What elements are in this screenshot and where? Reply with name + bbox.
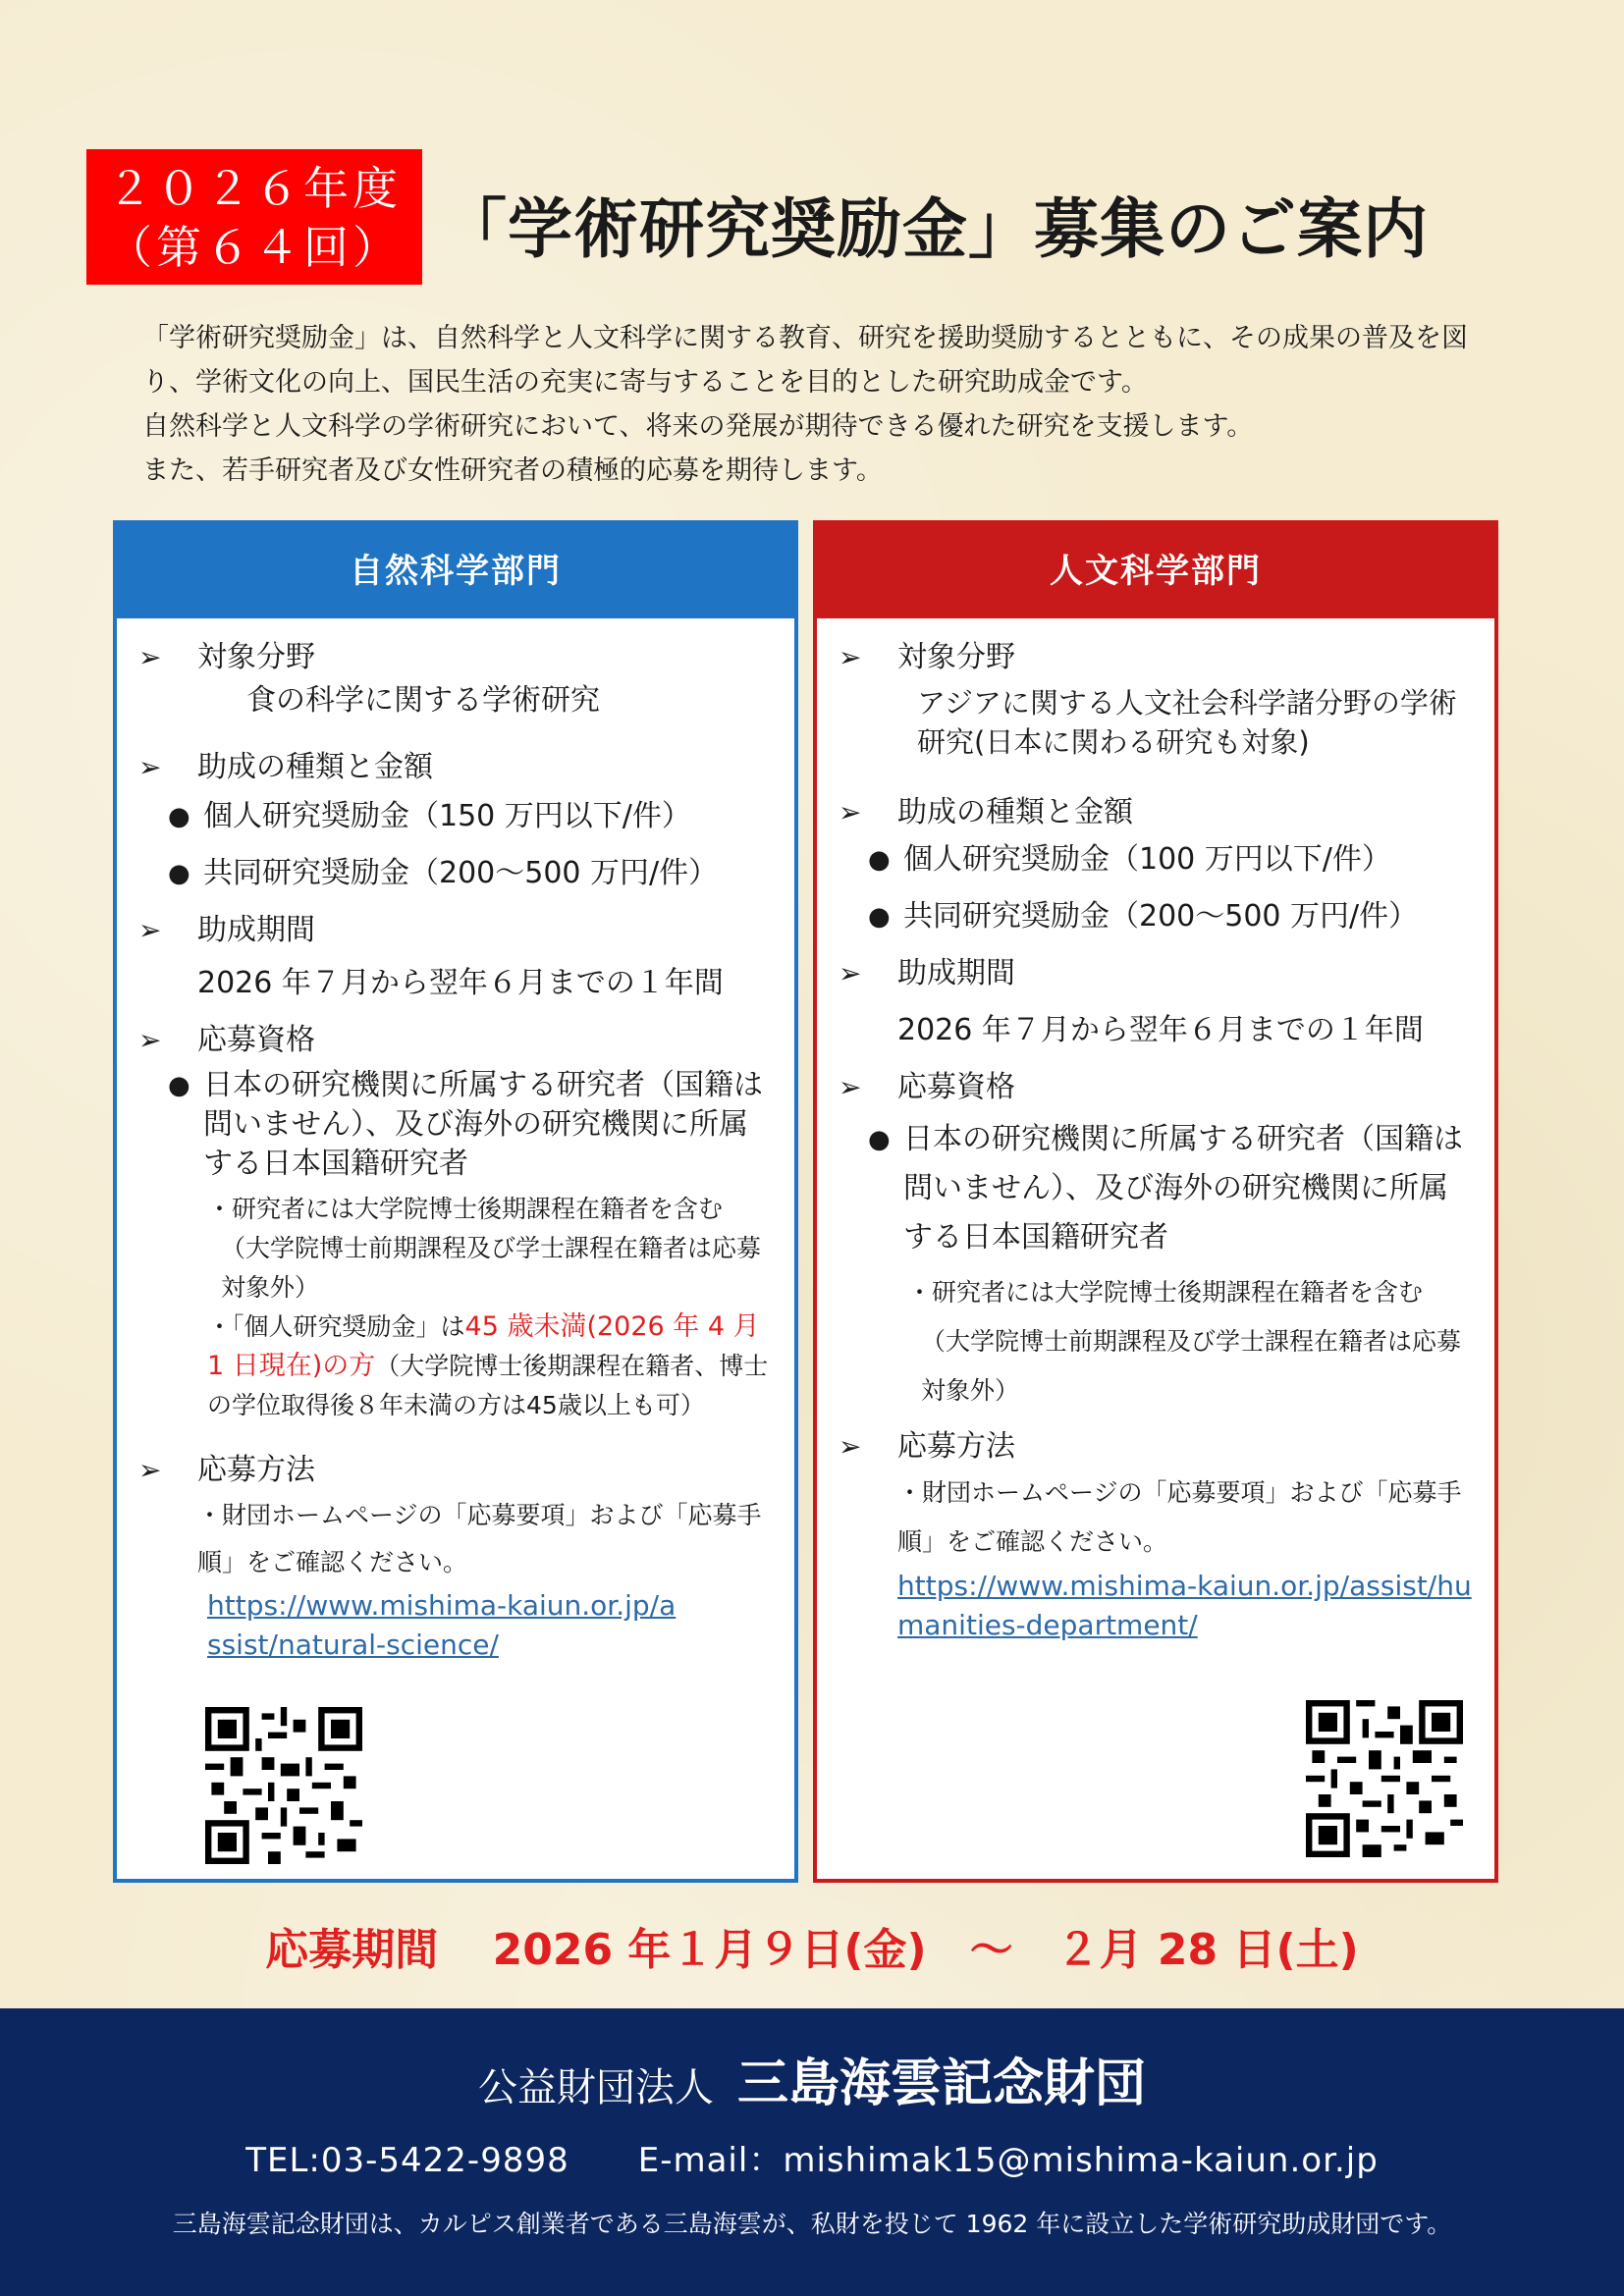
field-text: アジアに関する人文社会科学諸分野の学術研究(日本に関わる研究も対象) bbox=[917, 686, 1457, 759]
method-label: 応募方法 bbox=[897, 1429, 1015, 1464]
note-age-limit: 45 歳未満(2026 年 4 月 1 日現在)の方 bbox=[207, 1311, 760, 1381]
bullet-icon: ● bbox=[168, 802, 190, 831]
qr-code-icon bbox=[1306, 1700, 1463, 1857]
period-label: 応募期間 bbox=[265, 1925, 439, 1975]
year-badge bbox=[86, 149, 422, 285]
arrow-icon: ➢ bbox=[839, 641, 862, 673]
note-excluded: （大学院博士前期課程及び学士課程在籍者は応募対象外） bbox=[921, 1327, 1462, 1405]
bullet-icon: ● bbox=[168, 1071, 190, 1100]
arrow-icon: ➢ bbox=[138, 1024, 162, 1056]
eligibility-text: 日本の研究機関に所属する研究者（国籍は問いません）、及び海外の研究機関に所属する日本国籍研究者 bbox=[903, 1122, 1463, 1255]
period-label: 助成期間 bbox=[897, 956, 1015, 990]
application-period bbox=[0, 1914, 1624, 1977]
arrow-icon: ➢ bbox=[138, 751, 162, 783]
period-label: 助成期間 bbox=[197, 913, 315, 947]
org-name: 三島海雲記念財団 bbox=[736, 2055, 1146, 2113]
badge-year: ２０２６年度 bbox=[107, 162, 402, 215]
note-age-prefix: ・「個人研究奨励金」は bbox=[207, 1312, 465, 1341]
method-text: ・財団ホームページの「応募要項」および「応募手順」をご確認ください。 bbox=[197, 1501, 762, 1576]
field-label: 対象分野 bbox=[197, 640, 315, 674]
bullet-icon: ● bbox=[168, 859, 190, 888]
grant-label: 助成の種類と金額 bbox=[897, 795, 1133, 829]
eligibility-label: 応募資格 bbox=[897, 1070, 1015, 1104]
grant-individual: 個人研究奨励金（150 万円以下/件） bbox=[203, 799, 691, 833]
note-excluded: （大学院博士前期課程及び学士課程在籍者は応募対象外） bbox=[221, 1234, 762, 1302]
footer-description: 三島海雲記念財団は、カルピス創業者である三島海雲が、私財を投じて 1962 年に設立した学術研究助成財団です。 bbox=[172, 2210, 1452, 2238]
arrow-icon: ➢ bbox=[839, 1071, 862, 1103]
natural-url-link[interactable]: https://www.mishima-kaiun.or.jp/assist/natural-science/ bbox=[207, 1589, 677, 1661]
field-label: 対象分野 bbox=[897, 640, 1015, 674]
arrow-icon: ➢ bbox=[839, 1430, 862, 1463]
arrow-icon: ➢ bbox=[839, 796, 862, 828]
arrow-icon: ➢ bbox=[138, 1454, 162, 1486]
bullet-icon: ● bbox=[868, 902, 891, 932]
page-title: 「学術研究奨励金」募集のご案内 bbox=[442, 191, 1429, 267]
bullet-icon: ● bbox=[868, 845, 891, 875]
arrow-icon: ➢ bbox=[138, 914, 162, 946]
grant-joint: 共同研究奨励金（200～500 万円/件） bbox=[903, 899, 1419, 934]
note-age bbox=[207, 1308, 775, 1425]
bullet-icon: ● bbox=[868, 1125, 891, 1154]
footer-org bbox=[0, 2042, 1624, 2115]
field-text: 食の科学に関する学術研究 bbox=[246, 683, 600, 718]
qr-code-icon bbox=[205, 1707, 362, 1864]
grant-individual: 個人研究奨励金（100 万円以下/件） bbox=[903, 842, 1391, 877]
intro-paragraph: また、若手研究者及び女性研究者の積極的応募を期待します。 bbox=[142, 455, 883, 486]
note-doctoral: ・研究者には大学院博士後期課程在籍者を含む bbox=[207, 1195, 724, 1223]
note-doctoral: ・研究者には大学院博士後期課程在籍者を含む bbox=[907, 1278, 1424, 1307]
eligibility-text: 日本の研究機関に所属する研究者（国籍は問いません）、及び海外の研究機関に所属する日本国籍研究者 bbox=[203, 1068, 763, 1181]
footer-contact: TEL:03-5422-9898 E-mail：mishimak15@mishima-kaiun.or.jp bbox=[245, 2141, 1379, 2180]
period-dates: 2026 年１月９日(金) ～ ２月 28 日(土) bbox=[492, 1925, 1359, 1975]
humanities-header: 人文科学部門 bbox=[817, 524, 1494, 618]
period-text: 2026 年７月から翌年６月までの１年間 bbox=[197, 966, 724, 1000]
humanities-panel bbox=[813, 520, 1498, 1883]
arrow-icon: ➢ bbox=[138, 641, 162, 673]
natural-science-header: 自然科学部門 bbox=[117, 524, 794, 618]
grant-label: 助成の種類と金額 bbox=[197, 750, 433, 784]
arrow-icon: ➢ bbox=[839, 957, 862, 989]
note-age-suffix: （大学院博士後期課程在籍者、博士の学位取得後８年未満の方は45歳以上も可） bbox=[207, 1352, 769, 1419]
natural-science-panel bbox=[113, 520, 798, 1883]
method-text: ・財団ホームページの「応募要項」および「応募手順」をご確認ください。 bbox=[897, 1478, 1462, 1556]
eligibility-label: 応募資格 bbox=[197, 1023, 315, 1057]
period-text: 2026 年７月から翌年６月までの１年間 bbox=[897, 1013, 1424, 1047]
intro-paragraph: 「学術研究奨励金」は、自然科学と人文科学に関する教育、研究を援助奨励するとともに、その成果の普及を図り、学術文化の向上、国民生活の充実に寄与することを目的とした研究助成金です。 bbox=[142, 323, 1468, 398]
footer bbox=[0, 2008, 1624, 2296]
method-label: 応募方法 bbox=[197, 1453, 315, 1487]
org-type: 公益財団法人 bbox=[477, 2065, 714, 2110]
intro-paragraph: 自然科学と人文科学の学術研究において、将来の発展が期待できる優れた研究を支援します。 bbox=[142, 411, 1254, 442]
badge-edition: （第６４回） bbox=[107, 221, 402, 274]
humanities-url-link[interactable]: https://www.mishima-kaiun.or.jp/assist/humanities-department/ bbox=[897, 1570, 1472, 1641]
grant-joint: 共同研究奨励金（200～500 万円/件） bbox=[203, 856, 719, 890]
intro-text bbox=[142, 316, 1492, 493]
